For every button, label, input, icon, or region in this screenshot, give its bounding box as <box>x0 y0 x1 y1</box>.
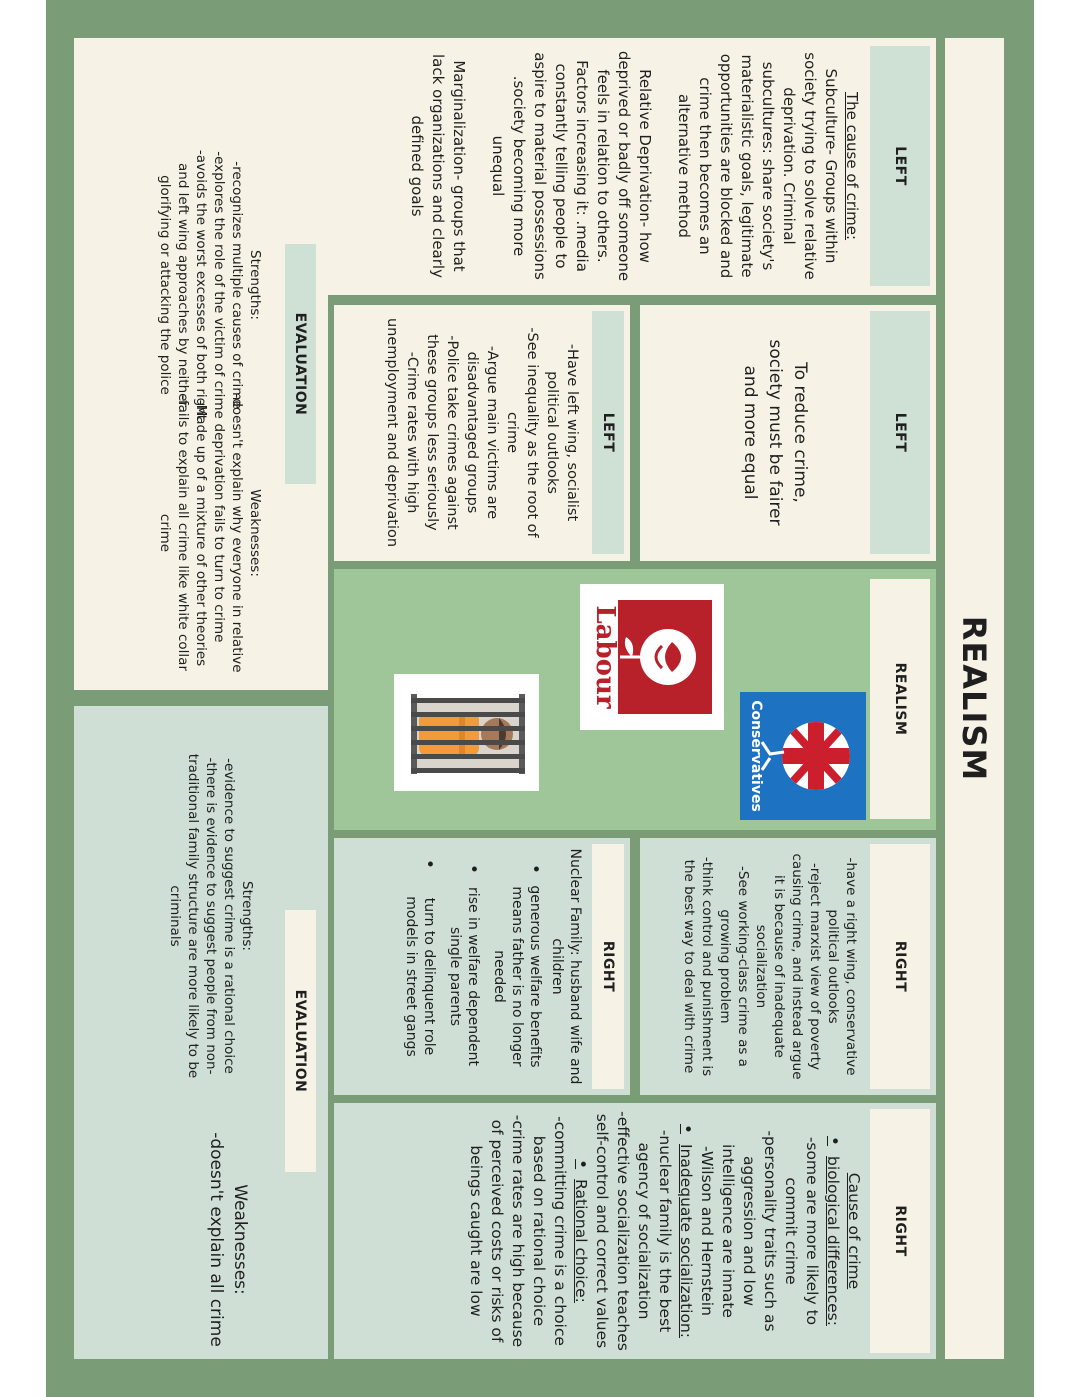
right-inadequate-line: -effective socialization teaches <box>614 1111 632 1351</box>
left-relative-line: deprived or badly off someone <box>615 50 633 282</box>
left-cause-line: crime then becomes an <box>696 77 714 255</box>
right-cause-title: Cause of crime <box>845 1172 863 1290</box>
right-weaknesses-line: -doesn't explain all crime <box>206 1132 226 1347</box>
right-bio-title <box>822 1107 843 1355</box>
left-weaknesses <box>156 378 264 688</box>
left-reduce-text <box>737 311 812 554</box>
right-views-line: -reject marxist view of poverty <box>807 862 823 1071</box>
right-inadequate-title <box>675 1107 696 1355</box>
right-rational-line: based on rational choice <box>530 1135 548 1327</box>
left-cause-line: subcultures: share society's <box>759 61 777 271</box>
left-header-2: LEFT <box>870 311 930 554</box>
right-rational-title-text: • Rational choice: <box>572 1179 590 1303</box>
left-views-line: -Have left wing, socialist <box>564 343 580 522</box>
right-views-line: the best way to deal with crime <box>681 859 697 1074</box>
right-bio-line: -Wilson and Hernstein <box>698 1146 716 1316</box>
left-strengths-line: -recognizes multiple causes of crime <box>229 161 245 409</box>
rotated-page <box>46 0 1034 1397</box>
left-views-line: -Police take crimes against <box>444 335 460 530</box>
left-relative-line: constantly telling people to <box>552 63 570 269</box>
right-header-3: RIGHT <box>870 1109 930 1353</box>
left-strengths-line: and left wing approaches by neither <box>175 162 191 408</box>
right-strengths-title: Strengths: <box>239 881 255 951</box>
left-weaknesses-line: -doesn't explain why everyone in relative <box>229 393 245 673</box>
right-family-bullet-text: • generous welfare benefits means father is no longer needed <box>491 885 543 1068</box>
right-rational-line: -crime rates are high because <box>509 1114 527 1348</box>
page-title: REALISM <box>955 615 994 782</box>
right-strengths-line: -evidence to suggest crime is a rational choice <box>221 758 237 1074</box>
left-header-1: LEFT <box>870 46 930 286</box>
right-family-bullet <box>446 844 482 1089</box>
right-family-bullet-text: • rise in welfare dependent single parents <box>447 887 481 1066</box>
right-header-1: RIGHT <box>870 844 930 1089</box>
left-marginal-line: defined goals <box>408 115 426 217</box>
right-views-line: socialization <box>753 924 769 1009</box>
left-header-3: LEFT <box>592 311 624 554</box>
right-inadequate-line: self-control and correct values <box>593 1113 611 1349</box>
left-weaknesses-line: deprivation fails to turn to crime <box>211 423 227 643</box>
right-weaknesses <box>204 1120 252 1359</box>
left-strengths-line: glorifying or attacking the police <box>157 175 173 395</box>
right-family-bullet-text: • turn to delinquent role models in street gangs <box>403 896 437 1057</box>
left-weaknesses-line: -Made up of a mixture of other theories <box>193 399 209 667</box>
left-eval-header: EVALUATION <box>285 244 316 484</box>
left-relative-line: .society becoming more <box>510 75 528 257</box>
right-views-line: it is because of inadequate <box>771 875 787 1058</box>
left-strengths-line: -avoids the worst excesses of both right <box>193 149 209 421</box>
right-views-line: causing crime, and instead argue <box>789 853 805 1080</box>
labour-text: Labour <box>590 605 620 709</box>
left-cause-line: materialistic goals, legitimate <box>738 54 756 278</box>
right-causes-text <box>465 1107 864 1355</box>
realism-header: REALISM <box>870 579 930 819</box>
right-rational-title <box>570 1107 591 1355</box>
right-inadequate-line: agency of socialization <box>635 1142 653 1320</box>
conservatives-text: Conservatives <box>748 700 764 812</box>
left-weaknesses-line: -fails to explain all crime like white collar <box>175 394 191 672</box>
right-family-bullet <box>402 844 438 1089</box>
left-strengths-title: Strengths: <box>247 250 263 320</box>
left-views-line: -Argue main victims are <box>484 345 500 520</box>
left-marginal-line: lack organizations and clearly <box>429 54 447 278</box>
right-strengths-line: traditional family structure are more likely to be <box>185 753 201 1079</box>
left-cause-line: society trying to solve relative <box>801 52 819 280</box>
right-weaknesses-title: Weaknesses: <box>230 1184 250 1295</box>
right-views-line: -have a right wing, conservative <box>843 857 859 1076</box>
right-views-line: -See working-class crime as a <box>735 866 751 1067</box>
right-inadequate-title-text: • Inadequate socialization: <box>677 1144 695 1339</box>
left-views-line: political outlooks <box>544 371 560 494</box>
right-bio-line: -personality traits such as <box>761 1130 779 1332</box>
left-reduce-line: To reduce crime, <box>790 362 810 503</box>
right-strengths <box>166 706 256 1126</box>
right-family-bullet <box>490 844 544 1089</box>
right-family-intro: Nuclear Family: husband wife and children <box>549 848 583 1085</box>
right-family-text <box>402 844 584 1089</box>
left-cause-line: Subculture- Groups within <box>822 68 840 264</box>
left-relative-line: feels in relation to others. <box>594 69 612 263</box>
left-views-line: crime <box>504 411 520 453</box>
right-eval-header: EVALUATION <box>285 910 316 1172</box>
left-views-text <box>382 311 582 554</box>
left-views-line: -Crime rates with high <box>404 351 420 514</box>
right-rational-line: -committing crime is a choice <box>551 1116 569 1346</box>
left-views-line: these groups less seriously <box>424 334 440 531</box>
right-rational-line: beings caught are low <box>467 1145 485 1317</box>
left-cause-title: The cause of crime: <box>843 91 861 241</box>
left-marginal-line: Marginalization- groups that <box>450 60 468 272</box>
left-strengths-line: -explores the role of the victim of crime <box>211 151 227 419</box>
left-cause-text <box>406 46 862 286</box>
right-strengths-line: criminals <box>167 885 183 947</box>
left-weaknesses-title: Weaknesses: <box>247 489 263 577</box>
labour-logo <box>580 584 724 730</box>
right-bio-line: intelligence are innate <box>719 1144 737 1318</box>
left-views-line: -See inequality as the root of <box>524 327 540 538</box>
right-inadequate-line: -nuclear family is the best <box>656 1129 674 1333</box>
right-bio-line: aggression and low <box>740 1156 758 1306</box>
right-bio-line: commit crime <box>782 1177 800 1285</box>
left-relative-line: unequal <box>489 135 507 197</box>
left-cause-line: opportunities are blocked and <box>717 53 735 279</box>
left-weaknesses-line: crime <box>157 513 173 553</box>
right-views-line: political outlooks <box>825 909 841 1024</box>
conservatives-logo <box>740 692 866 820</box>
left-reduce-line: and more equal <box>740 365 760 500</box>
left-reduce-line: society must be fairer <box>765 339 785 526</box>
right-views-text <box>680 844 860 1089</box>
right-strengths-line: -there is evidence to suggest people from non- <box>203 757 219 1075</box>
right-views-line: -think control and punishment is <box>699 856 715 1077</box>
right-views-line: growing problem <box>717 909 733 1024</box>
prisoner-image <box>394 674 539 791</box>
right-bio-line: -some are more likely to <box>803 1136 821 1326</box>
left-views-line: disadvantaged groups <box>464 351 480 514</box>
prisoner-icon <box>394 674 539 791</box>
left-cause-line: alternative method <box>675 94 693 238</box>
left-cause-line: deprivation. Criminal <box>780 87 798 245</box>
right-bio-title-text: • biological differences: <box>824 1156 842 1326</box>
left-views-line: unemployment and deprivation <box>384 317 400 548</box>
left-relative-line: Relative Deprivation- how <box>636 69 654 263</box>
left-relative-line: Factors increasing it: .media <box>573 60 591 272</box>
left-relative-line: aspire to material possessions <box>531 52 549 280</box>
right-rational-line: of perceived costs or risks of <box>488 1119 506 1343</box>
right-header-2: RIGHT <box>592 844 624 1089</box>
